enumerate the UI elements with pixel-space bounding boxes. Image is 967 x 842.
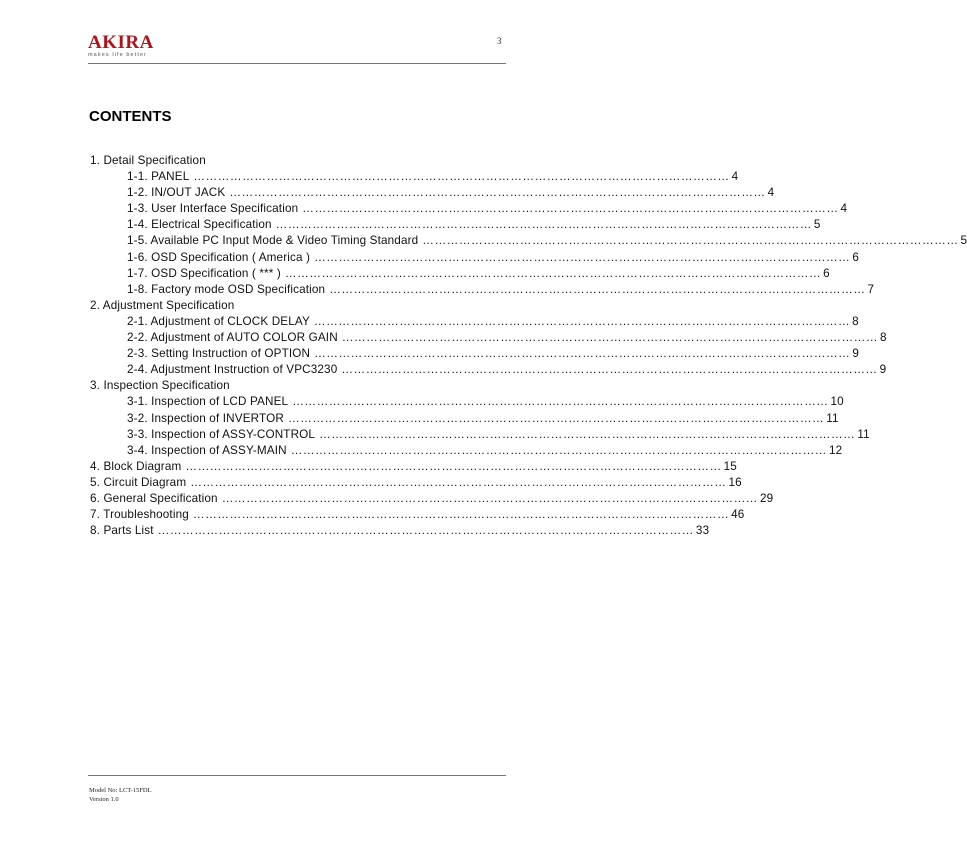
toc-entry (90, 250, 859, 266)
toc-entry-title: 1-4. Electrical Specification (127, 218, 272, 232)
toc-dot-leader: …………………………………………………………………………………………………………………… (157, 524, 694, 538)
toc-entry (90, 169, 739, 185)
toc-entry (90, 411, 839, 427)
toc-entry-title: 6. General Specification (90, 491, 218, 505)
toc-dot-leader: …………………………………………………………………………………………………………………… (292, 395, 829, 409)
toc-dot-leader: …………………………………………………………………………………………………………………… (329, 282, 866, 296)
toc-entry (90, 491, 774, 507)
toc-entry-page: 11 (826, 411, 839, 425)
toc-entry-title: 3-4. Inspection of ASSY-MAIN (127, 443, 287, 457)
toc-dot-leader: …………………………………………………………………………………………………………………… (341, 331, 879, 345)
toc-entry-title: 2-4. Adjustment Instruction of VPC3230 (127, 363, 338, 377)
toc-entry-page: 6 (852, 250, 859, 264)
toc-entry (90, 346, 859, 362)
toc-entry (90, 378, 490, 394)
toc-entry-page: 5 (960, 234, 967, 248)
table-of-contents (90, 153, 967, 539)
toc-entry (90, 427, 870, 443)
toc-entry (90, 394, 844, 410)
toc-entry-page: 10 (830, 395, 844, 409)
toc-entry (90, 298, 490, 314)
page-title: CONTENTS (89, 108, 172, 125)
toc-entry-page: 9 (879, 363, 887, 377)
footer-divider (88, 775, 506, 776)
toc-entry-page: 5 (813, 218, 821, 232)
toc-entry (90, 266, 830, 282)
toc-entry-title: 2. Adjustment Specification (90, 298, 235, 312)
toc-entry-page: 7 (867, 282, 875, 296)
toc-entry-page: 9 (852, 347, 859, 361)
toc-entry-title: 1-3. User Interface Specification (127, 202, 299, 216)
toc-dot-leader: …………………………………………………………………………………………………………………… (229, 186, 766, 200)
toc-entry (90, 201, 848, 217)
toc-dot-leader: …………………………………………………………………………………………………………………… (221, 491, 758, 505)
toc-entry-page: 6 (823, 266, 830, 280)
toc-dot-leader: …………………………………………………………………………………………………………………… (302, 202, 839, 216)
toc-entry (90, 443, 843, 459)
toc-entry-title: 3-3. Inspection of ASSY-CONTROL (127, 427, 316, 441)
toc-entry (90, 185, 775, 201)
toc-dot-leader: …………………………………………………………………………………………………………………… (190, 475, 727, 489)
toc-entry-title: 1-5. Available PC Input Mode & Video Timing Standard (127, 234, 419, 248)
toc-entry-title: 1-1. PANEL (127, 170, 190, 184)
brand-name: AKIRA (88, 32, 154, 53)
footer-model: Model No: LCT-15FDL (89, 787, 152, 794)
toc-entry-title: 3. Inspection Specification (90, 379, 230, 393)
toc-entry (90, 282, 875, 298)
toc-dot-leader: …………………………………………………………………………………………………………………… (314, 250, 851, 264)
toc-entry-page: 16 (728, 475, 742, 489)
toc-entry-page: 4 (767, 186, 775, 200)
toc-entry-page: 46 (731, 508, 745, 522)
toc-dot-leader: …………………………………………………………………………………………………………………… (290, 443, 827, 457)
toc-entry-title: 1-2. IN/OUT JACK (127, 186, 226, 200)
toc-dot-leader: …………………………………………………………………………………………………………………… (422, 234, 959, 248)
toc-dot-leader: …………………………………………………………………………………………………………………… (313, 314, 851, 328)
toc-entry-title: 8. Parts List (90, 524, 154, 538)
toc-dot-leader: …………………………………………………………………………………………………………………… (314, 347, 851, 361)
toc-entry (90, 217, 821, 233)
toc-entry-page: 8 (880, 331, 887, 345)
footer-version: Version 1.0 (89, 796, 119, 803)
toc-entry-title: 2-3. Setting Instruction of OPTION (127, 347, 311, 361)
toc-entry-title: 3-2. Inspection of INVERTOR (127, 411, 284, 425)
toc-entry-title: 5. Circuit Diagram (90, 475, 187, 489)
toc-dot-leader: …………………………………………………………………………………………………………………… (185, 459, 722, 473)
toc-entry-title: 1-6. OSD Specification ( America ) (127, 250, 311, 264)
toc-entry-title: 1-7. OSD Specification ( *** ) (127, 266, 281, 280)
toc-entry-title: 1-8. Factory mode OSD Specification (127, 282, 326, 296)
toc-entry-page: 11 (857, 427, 870, 441)
toc-dot-leader: …………………………………………………………………………………………………………………… (319, 427, 856, 441)
toc-entry (90, 475, 742, 491)
toc-entry-page: 15 (723, 459, 737, 473)
toc-entry (90, 362, 887, 378)
toc-entry-title: 2-1. Adjustment of CLOCK DELAY (127, 314, 310, 328)
toc-dot-leader: …………………………………………………………………………………………………………………… (275, 218, 812, 232)
brand-logo (88, 34, 178, 59)
toc-entry (90, 314, 859, 330)
footer (89, 786, 152, 804)
page-number: 3 (497, 36, 502, 46)
toc-entry-page: 8 (852, 314, 859, 328)
toc-dot-leader: …………………………………………………………………………………………………………………… (287, 411, 825, 425)
toc-entry-page: 4 (731, 170, 739, 184)
toc-entry-title: 7. Troubleshooting (90, 508, 189, 522)
header-divider (88, 63, 506, 64)
toc-entry-title: 2-2. Adjustment of AUTO COLOR GAIN (127, 331, 338, 345)
toc-dot-leader: …………………………………………………………………………………………………………………… (193, 170, 730, 184)
toc-entry-page: 29 (759, 491, 774, 505)
toc-entry (90, 507, 745, 523)
toc-entry (90, 330, 887, 346)
toc-dot-leader: …………………………………………………………………………………………………………………… (341, 363, 878, 377)
toc-entry-page: 4 (840, 202, 848, 216)
toc-entry-page: 12 (828, 443, 843, 457)
toc-entry-title: 4. Block Diagram (90, 459, 182, 473)
toc-entry (90, 459, 737, 475)
toc-entry (90, 233, 967, 249)
toc-entry-title: 1. Detail Specification (90, 154, 206, 167)
toc-entry (90, 153, 490, 169)
toc-entry-page: 33 (695, 524, 710, 538)
toc-entry-title: 3-1. Inspection of LCD PANEL (127, 395, 289, 409)
toc-entry (90, 523, 710, 539)
toc-dot-leader: …………………………………………………………………………………………………………………… (192, 508, 730, 522)
toc-dot-leader: …………………………………………………………………………………………………………………… (284, 266, 822, 280)
brand-tagline: makes life better (88, 52, 148, 58)
